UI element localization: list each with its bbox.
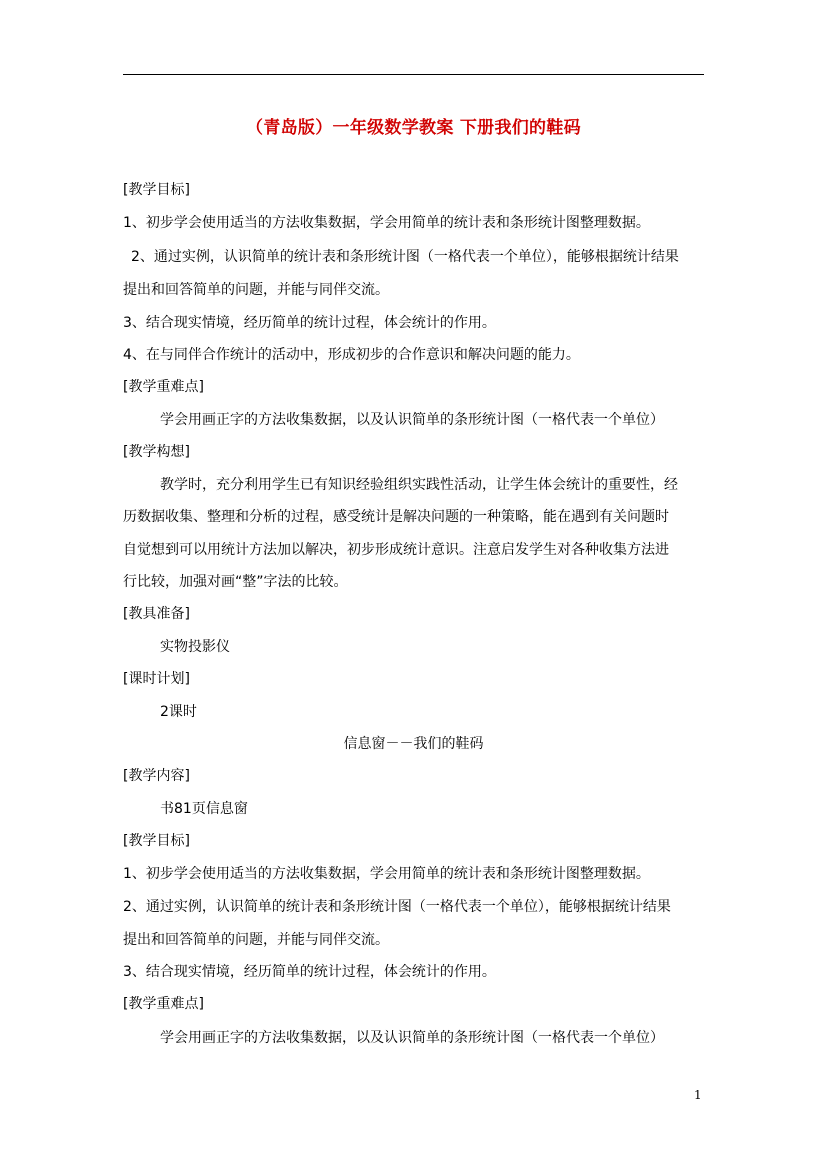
materials-text: 实物投影仪 — [160, 639, 230, 655]
objective-3: 3、结合现实情境，经历简单的统计过程，体会统计的作用。 — [123, 315, 496, 331]
key-points-text: 学会用画正字的方法收集数据，以及认识简单的条形统计图（一格代表一个单位） — [160, 412, 664, 428]
key-points-text-2: 学会用画正字的方法收集数据，以及认识简单的条形统计图（一格代表一个单位） — [160, 1030, 664, 1046]
objective-1: 1、初步学会使用适当的方法收集数据，学会用简单的统计表和条形统计图整理数据。 — [123, 215, 650, 231]
schedule-text: 2课时 — [160, 704, 197, 720]
header-rule — [123, 74, 704, 75]
concept-line-3: 自觉想到可以用统计方法加以解决，初步形成统计意识。注意启发学生对各种收集方法进 — [123, 542, 669, 558]
section-heading-objectives-2: [教学目标] — [123, 833, 190, 849]
objective-2: 2、通过实例，认识简单的统计表和条形统计图（一格代表一个单位），能够根据统计结果 — [131, 249, 679, 265]
section-heading-materials: [教具准备] — [123, 606, 190, 622]
objective-2-2: 2、通过实例，认识简单的统计表和条形统计图（一格代表一个单位），能够根据统计结果 — [123, 899, 671, 915]
page-number: 1 — [694, 1088, 702, 1102]
objective-2-2-cont: 提出和回答简单的问题，并能与同伴交流。 — [123, 932, 389, 948]
objective-2-1: 1、初步学会使用适当的方法收集数据，学会用简单的统计表和条形统计图整理数据。 — [123, 866, 650, 882]
section-heading-concept: [教学构想] — [123, 444, 190, 460]
document-title: （青岛版）一年级数学教案 下册我们的鞋码 — [246, 118, 581, 138]
section-heading-schedule: [课时计划] — [123, 671, 190, 687]
concept-line-1: 教学时，充分利用学生已有知识经验组织实践性活动，让学生体会统计的重要性，经 — [160, 477, 678, 493]
concept-line-4: 行比较，加强对画“整”字法的比较。 — [123, 574, 348, 590]
objective-2-cont: 提出和回答简单的问题，并能与同伴交流。 — [123, 282, 389, 298]
concept-line-2: 历数据收集、整理和分析的过程，感受统计是解决问题的一种策略，能在遇到有关问题时 — [123, 509, 669, 525]
section-heading-content: [教学内容] — [123, 768, 190, 784]
lesson-subtitle: 信息窗－－我们的鞋码 — [343, 736, 484, 752]
objective-4: 4、在与同伴合作统计的活动中，形成初步的合作意识和解决问题的能力。 — [123, 347, 580, 363]
section-heading-objectives: [教学目标] — [123, 182, 190, 198]
objective-2-3: 3、结合现实情境，经历简单的统计过程，体会统计的作用。 — [123, 964, 496, 980]
section-heading-key-points: [教学重难点] — [123, 379, 204, 395]
section-heading-key-points-2: [教学重难点] — [123, 996, 204, 1012]
content-text: 书81页信息窗 — [160, 801, 248, 817]
